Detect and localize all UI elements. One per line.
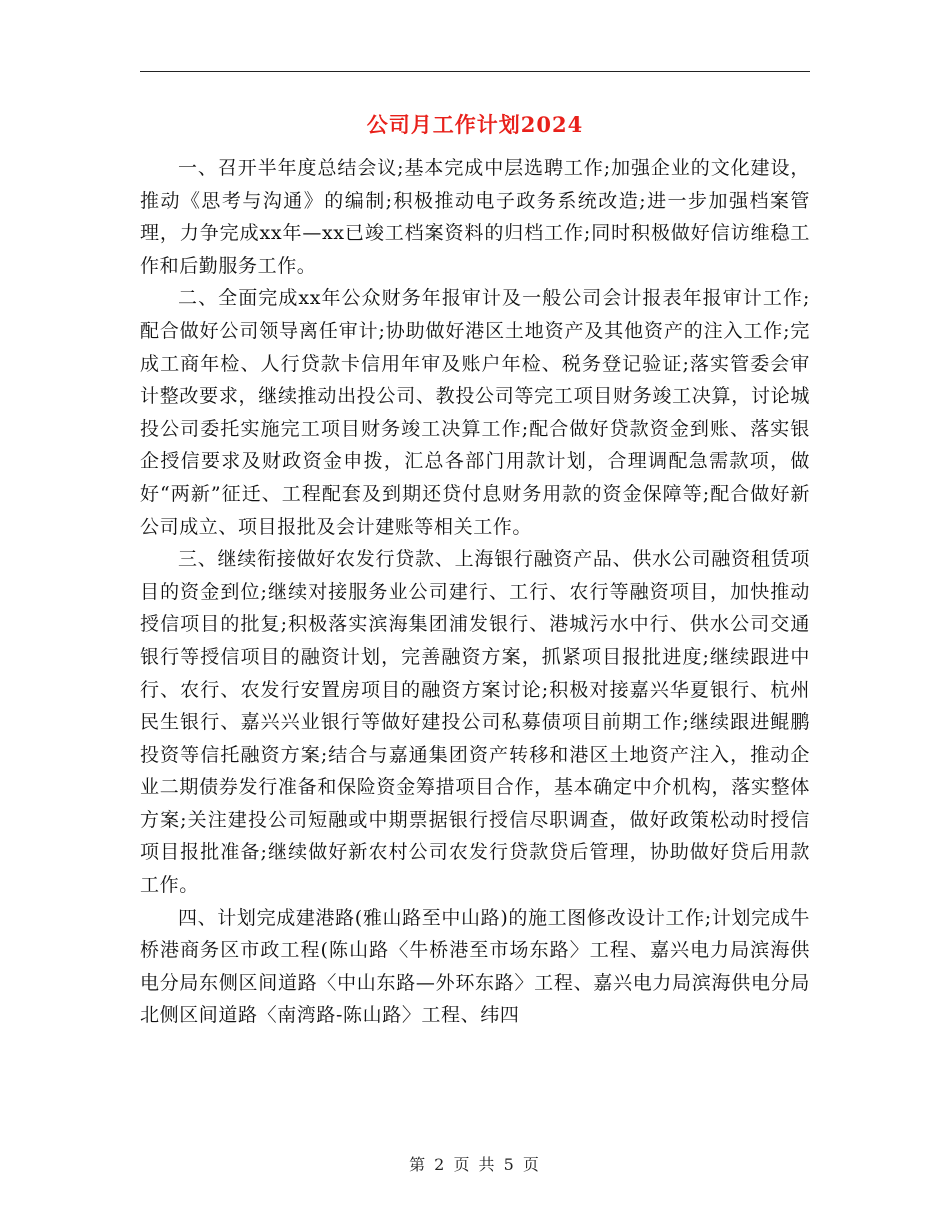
- header-rule: [140, 71, 810, 72]
- document-body: [140, 152, 810, 1032]
- paragraph-1: 一、召开半年度总结会议;基本完成中层选聘工作;加强企业的文化建设，推动《思考与沟通》的编制;积极推动电子政务系统改造;进一步加强档案管理，力争完成xx年—xx已竣工档案资料的归档工作;同时积极做好信访维稳工作和后勤服务工作。: [140, 157, 810, 277]
- paragraph-4: 四、计划完成建港路(雅山路至中山路)的施工图修改设计工作;计划完成牛桥港商务区市政工程(陈山路〈牛桥港至市场东路〉工程、嘉兴电力局滨海供电分局东侧区间道路〈中山东路—外环东路〉工程、嘉兴电力局滨海供电分局北侧区间道路〈南湾路-陈山路〉工程、纬四: [140, 906, 810, 1027]
- document-title: 公司月工作计划2024: [366, 112, 584, 137]
- paragraph-2: 二、全面完成xx年公众财务年报审计及一般公司会计报表年报审计工作;配合做好公司领导离任审计;协助做好港区土地资产及其他资产的注入工作;完成工商年检、人行贷款卡信用年审及账户年检、税务登记验证;落实管委会审计整改要求，继续推动出投公司、教投公司等完工项目财务竣工决算，讨论城投公司委托实施完工项目财务竣工决算工作;配合做好贷款资金到账、落实银企授信要求及财政资金申拨，汇总各部门用款计划，合理调配急需款项，做好“两新”征迁、工程配套及到期还贷付息财务用款的资金保障等;配合做好新公司成立、项目报批及会计建账等相关工作。: [140, 287, 810, 538]
- page-number: 第 2 页 共 5 页: [409, 1155, 541, 1174]
- paragraph-3: 三、继续衔接做好农发行贷款、上海银行融资产品、供水公司融资租赁项目的资金到位;继续对接服务业公司建行、工行、农行等融资项目，加快推动授信项目的批复;积极落实滨海集团浦发银行、港城污水中行、供水公司交通银行等授信项目的融资计划，完善融资方案，抓紧项目报批进度;继续跟进中行、农行、农发行安置房项目的融资方案讨论;积极对接嘉兴华夏银行、杭州民生银行、嘉兴兴业银行等做好建投公司私募债项目前期工作;继续跟进鲲鹏投资等信托融资方案;结合与嘉通集团资产转移和港区土地资产注入，推动企业二期债券发行准备和保险资金筹措项目合作，基本确定中介机构，落实整体方案;关注建投公司短融或中期票据银行授信尽职调查，做好政策松动时授信项目报批准备;继续做好新农村公司农发行贷款贷后管理，协助做好贷后用款工作。: [140, 548, 810, 897]
